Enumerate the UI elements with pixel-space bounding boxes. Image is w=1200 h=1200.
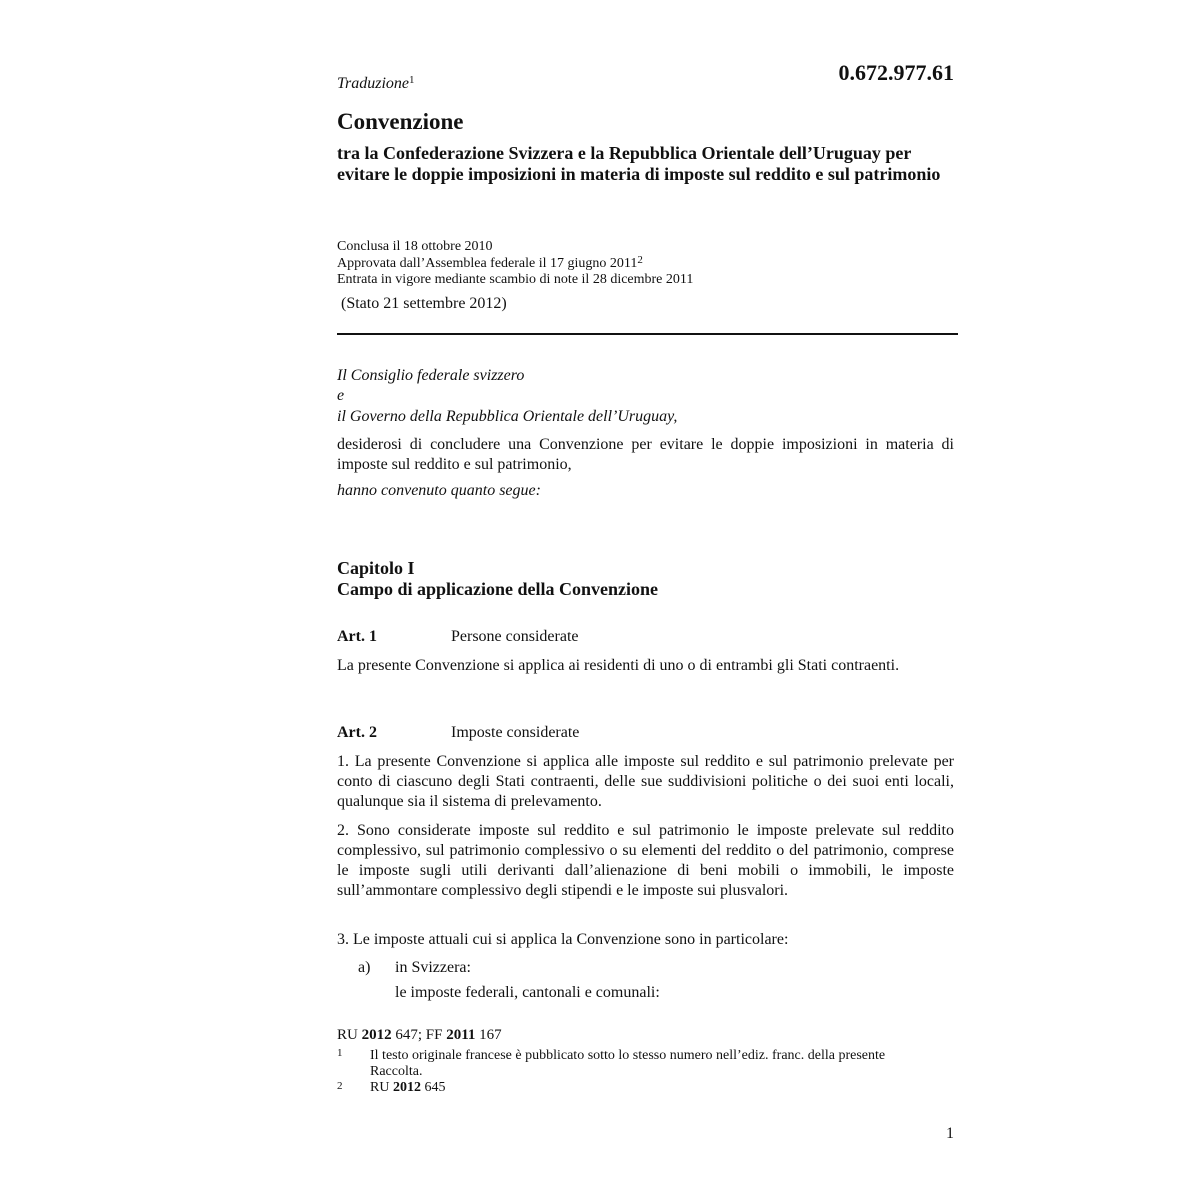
chapter-title: Campo di applicazione della Convenzione <box>337 579 659 599</box>
page-number: 1 <box>946 1125 954 1142</box>
document-subtitle: tra la Confederazione Svizzera e la Repubblica Orientale dell’Uruguay per evitare le doppie imposizioni in materia di imposte sul reddito e sul patrimonio <box>337 143 941 184</box>
document-dates <box>337 239 693 289</box>
status-date: (Stato 21 settembre 2012) <box>341 295 507 312</box>
chapter-number: Capitolo I <box>337 558 415 578</box>
document-page <box>337 0 958 1200</box>
document-title: Convenzione <box>337 109 464 134</box>
article-1-number: Art. 1 <box>337 628 377 645</box>
article-2-paragraph-1: 1. La presente Convenzione si applica alle imposte sul reddito e sul patrimonio prelevate per conto di ciascuno degli Stati contraenti, delle sue suddivisioni politiche o dei suoi enti locali, qualunque sia il sistema di prelevamento. <box>337 753 954 810</box>
preamble-party-2: il Governo della Repubblica Orientale dell’Uruguay, <box>337 408 678 425</box>
concluded-date: Conclusa il 18 ottobre 2010 <box>337 239 493 254</box>
article-2-number: Art. 2 <box>337 724 377 741</box>
official-references: RU 2012 647; FF 2011 167 <box>337 1027 502 1043</box>
preamble-desire: desiderosi di concludere una Convenzione per evitare le doppie imposizioni in materia di imposte sul reddito e sul patrimonio, <box>337 436 954 473</box>
chapter-heading <box>337 558 658 600</box>
translation-label: Traduzione$^1$ <box>337 74 415 92</box>
footnote-1-text: Il testo originale francese è pubblicato sotto lo stesso numero nell’ediz. franc. della presente Raccolta. <box>370 1048 886 1079</box>
article-2-paragraph-2: 2. Sono considerate imposte sul reddito e sul patrimonio le imposte prelevate sul reddito complessivo, sul patrimonio complessivo o su elementi del reddito o del patrimonio, comprese le imposte sugli utili derivanti dall’alienazione di beni mobili o immobili, le imposte sull’ammontare complessivo degli stipendi e le imposte sui plusvalori. <box>337 822 954 899</box>
article-2-item-a-text: in Svizzera: <box>395 959 471 976</box>
approved-date: Approvata dall’Assemblea federale il 17 giugno 2011$^2$ <box>337 253 643 271</box>
footnote-ref-1[interactable]: 1 <box>409 74 415 86</box>
sr-number: 0.672.977.61 <box>838 60 954 85</box>
preamble-agreed: hanno convenuto quanto segue: <box>337 482 541 499</box>
article-2-item-a-sub: le imposte federali, cantonali e comunali: <box>395 984 660 1001</box>
preamble-party-1: Il Consiglio federale svizzero <box>337 367 525 384</box>
article-1-text: La presente Convenzione si applica ai residenti di uno o di entrambi gli Stati contraenti. <box>337 657 900 674</box>
article-2-title: Imposte considerate <box>451 724 580 741</box>
article-2-item-a-letter: a) <box>358 959 371 976</box>
preamble-conjunction: e <box>337 387 345 404</box>
entry-date: Entrata in vigore mediante scambio di note il 28 dicembre 2011 <box>337 272 694 287</box>
footnote-ref-2[interactable]: 2 <box>637 253 643 266</box>
footnote-2-number: 2 <box>337 1080 343 1092</box>
footnote-2-text: RU 2012 645 <box>370 1080 446 1095</box>
header-divider <box>337 333 958 335</box>
article-2-paragraph-3: 3. Le imposte attuali cui si applica la Convenzione sono in particolare: <box>337 931 789 948</box>
article-1-title: Persone considerate <box>451 628 579 645</box>
footnote-1-number: 1 <box>337 1047 343 1059</box>
